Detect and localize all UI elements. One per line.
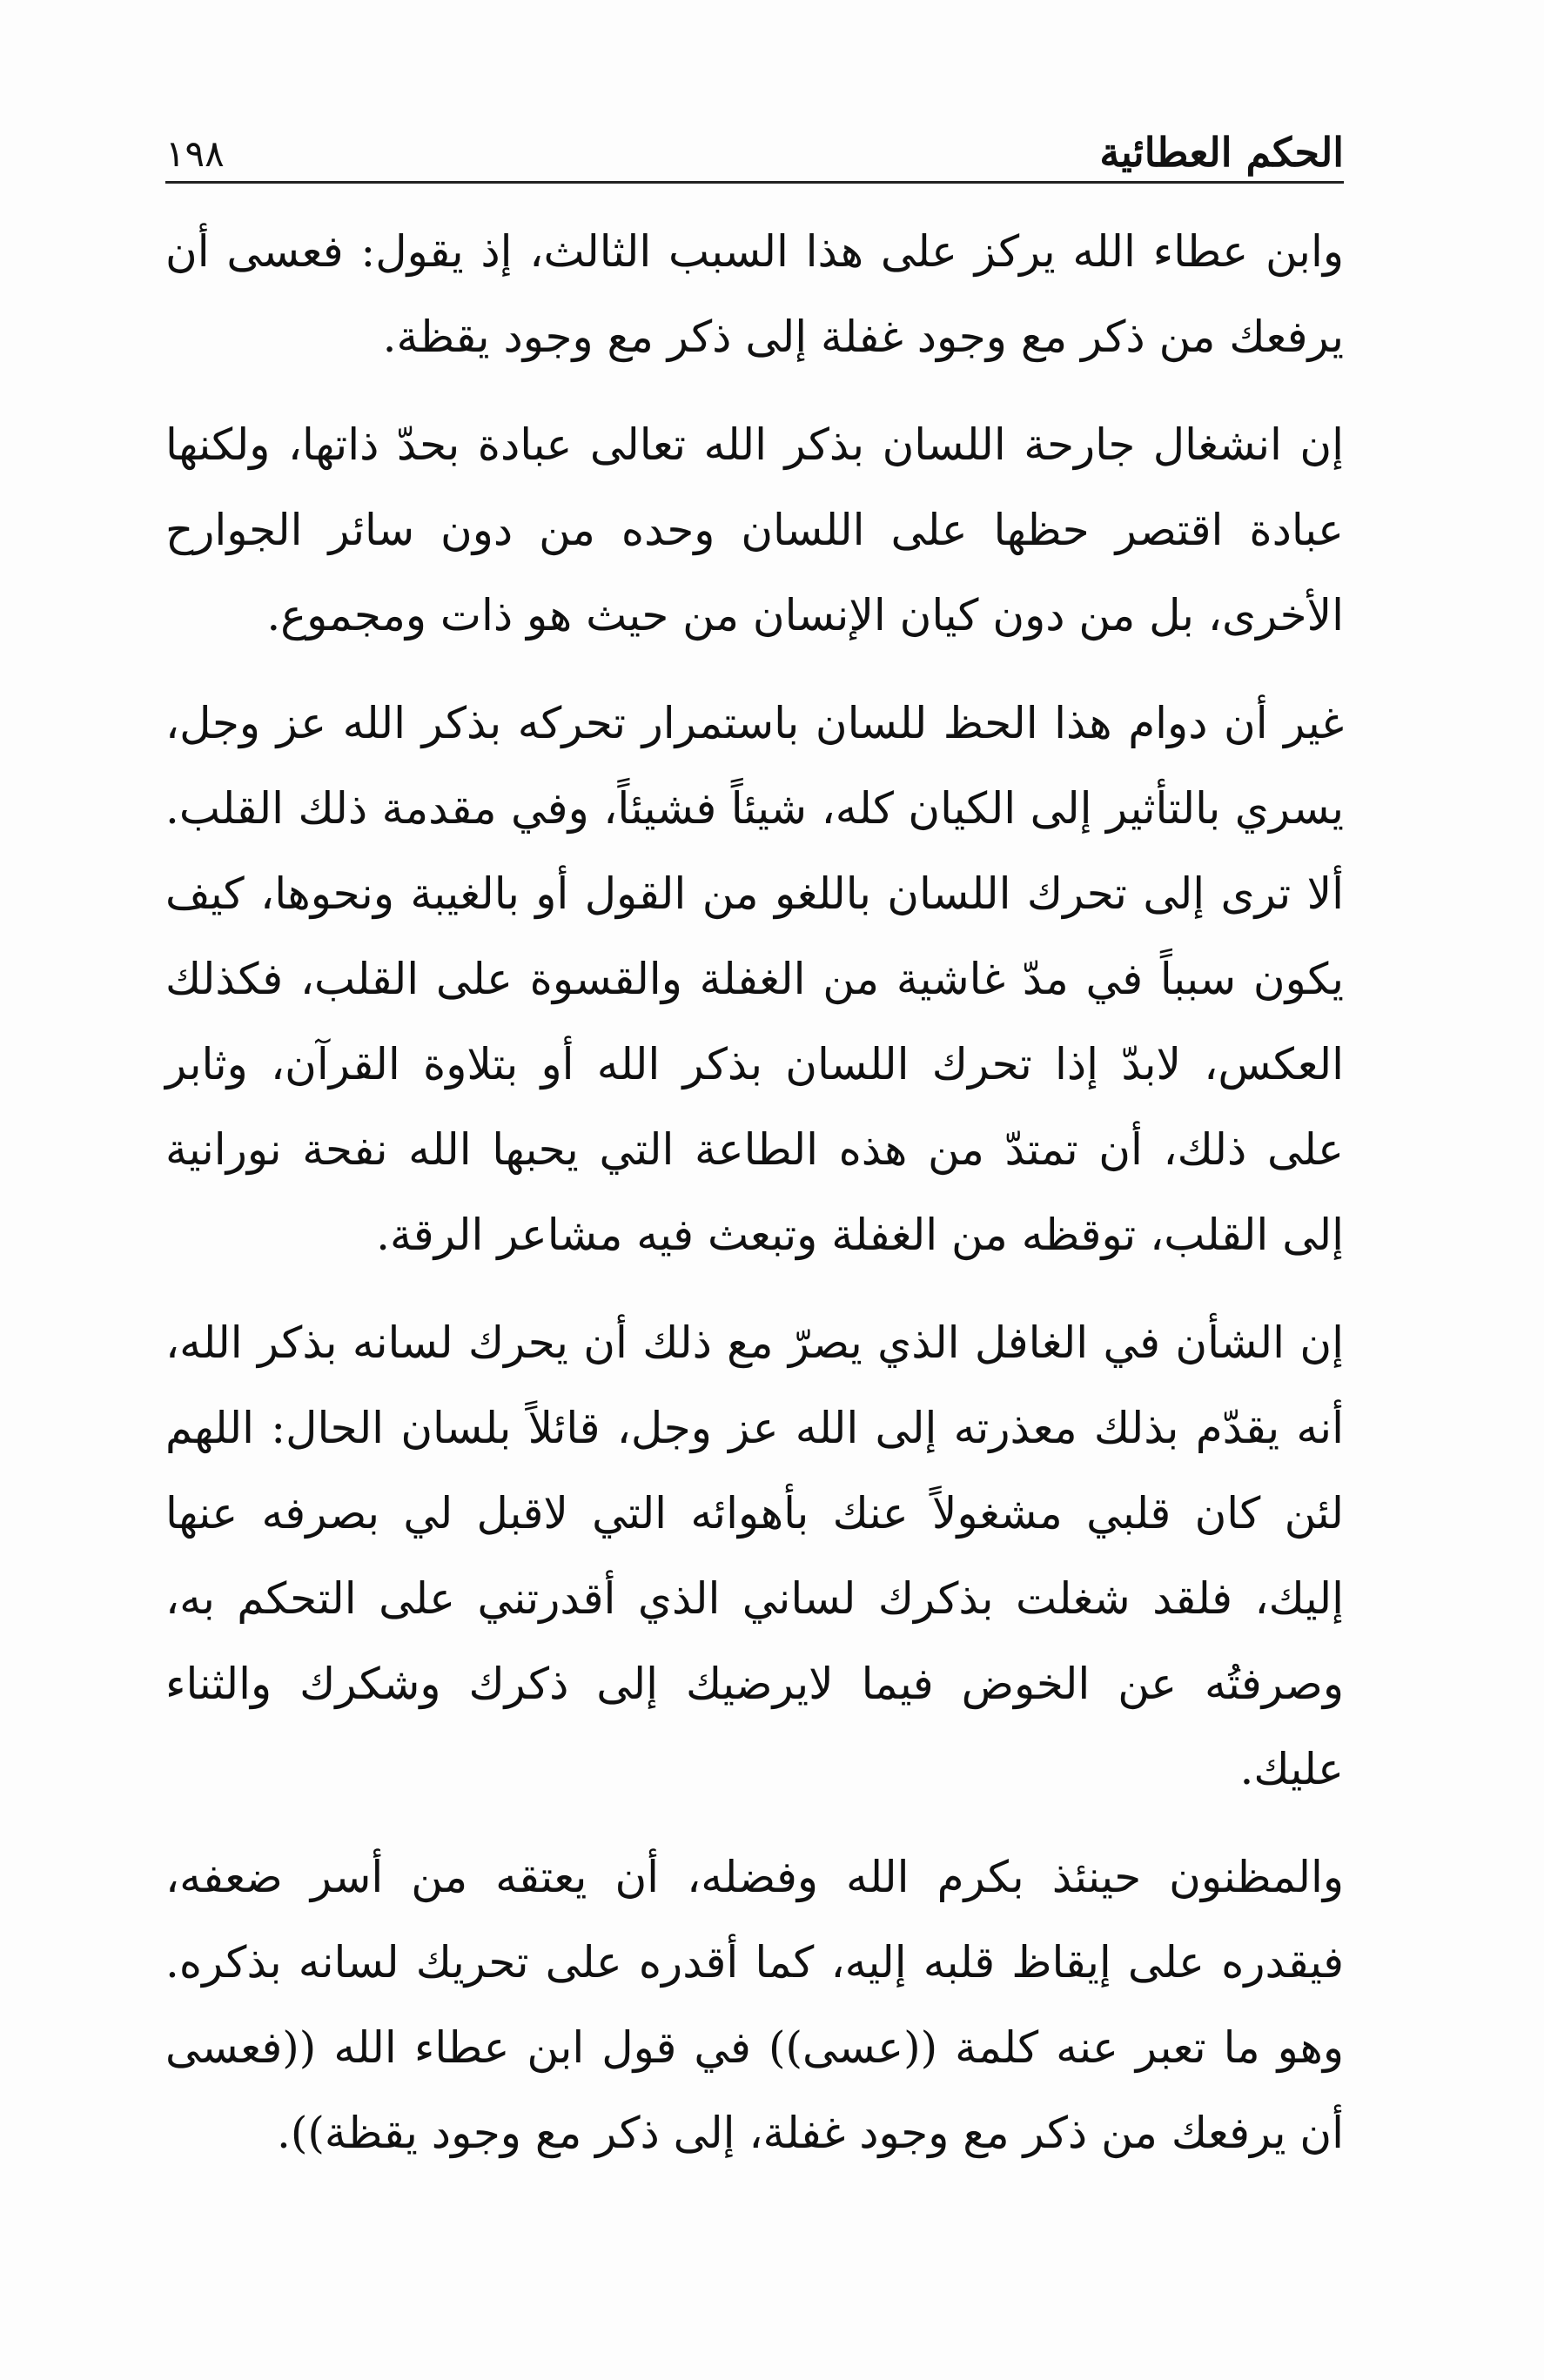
paragraph-5: والمظنون حينئذ بكرم الله وفضله، أن يعتقه من أسر ضعفه، فيقدره على إيقاظ قلبه إليه، كما أقدره على تحريك لسانه بذكره. وهو ما تعبر عنه كلمة ((عسى)) في قول ابن عطاء الله ((فعسى أن يرفعك من ذكر مع وجود غفلة، إلى ذكر مع وجود يقظة)). (165, 1852, 1344, 2158)
paragraph-2: إن انشغال جارحة اللسان بذكر الله تعالى عبادة بحدّ ذاتها، ولكنها عبادة اقتصر حظها على اللسان وحده من دون سائر الجوارح الأخرى، بل من دون كيان الإنسان من حيث هو ذات ومجموع. (165, 419, 1344, 640)
paragraph-3: غير أن دوام هذا الحظ للسان باستمرار تحركه بذكر الله عز وجل، يسري بالتأثير إلى الكيان كله، شيئاً فشيئاً، وفي مقدمة ذلك القلب. ألا ترى إلى تحرك اللسان باللغو من القول أو بالغيبة ونحوها، كيف يكون سبباً في مدّ غاشية من الغفلة والقسوة على القلب، فكذلك العكس، لابدّ إذا تحرك اللسان بذكر الله أو بتلاوة القرآن، وثابر على ذلك، أن تمتدّ من هذه الطاعة التي يحبها الله نفحة نورانية إلى القلب، توقظه من الغفلة وتبعث فيه مشاعر الرقة. (165, 698, 1344, 1260)
page-number: ١٩٨ (165, 132, 225, 175)
paragraph-4: إن الشأن في الغافل الذي يصرّ مع ذلك أن يحرك لسانه بذكر الله، أنه يقدّم بذلك معذرته إلى الله عز وجل، قائلاً بلسان الحال: اللهم لئن كان قلبي مشغولاً عنك بأهوائه التي لاقبل لي بصرفه عنها إليك، فلقد شغلت بذكرك لساني الذي أقدرتني على التحكم به، وصرفتُه عن الخوض فيما لايرضيك إلى ذكرك وشكرك والثناء عليك. (165, 1317, 1344, 1794)
running-head (165, 103, 1344, 176)
body-text (165, 209, 1344, 2198)
paragraph-1: وابن عطاء الله يركز على هذا السبب الثالث، إذ يقول: فعسى أن يرفعك من ذكر مع وجود غفلة إلى ذكر مع وجود يقظة. (165, 226, 1344, 362)
header-divider (165, 181, 1344, 184)
running-title: الحكم العطائية (1099, 129, 1344, 176)
